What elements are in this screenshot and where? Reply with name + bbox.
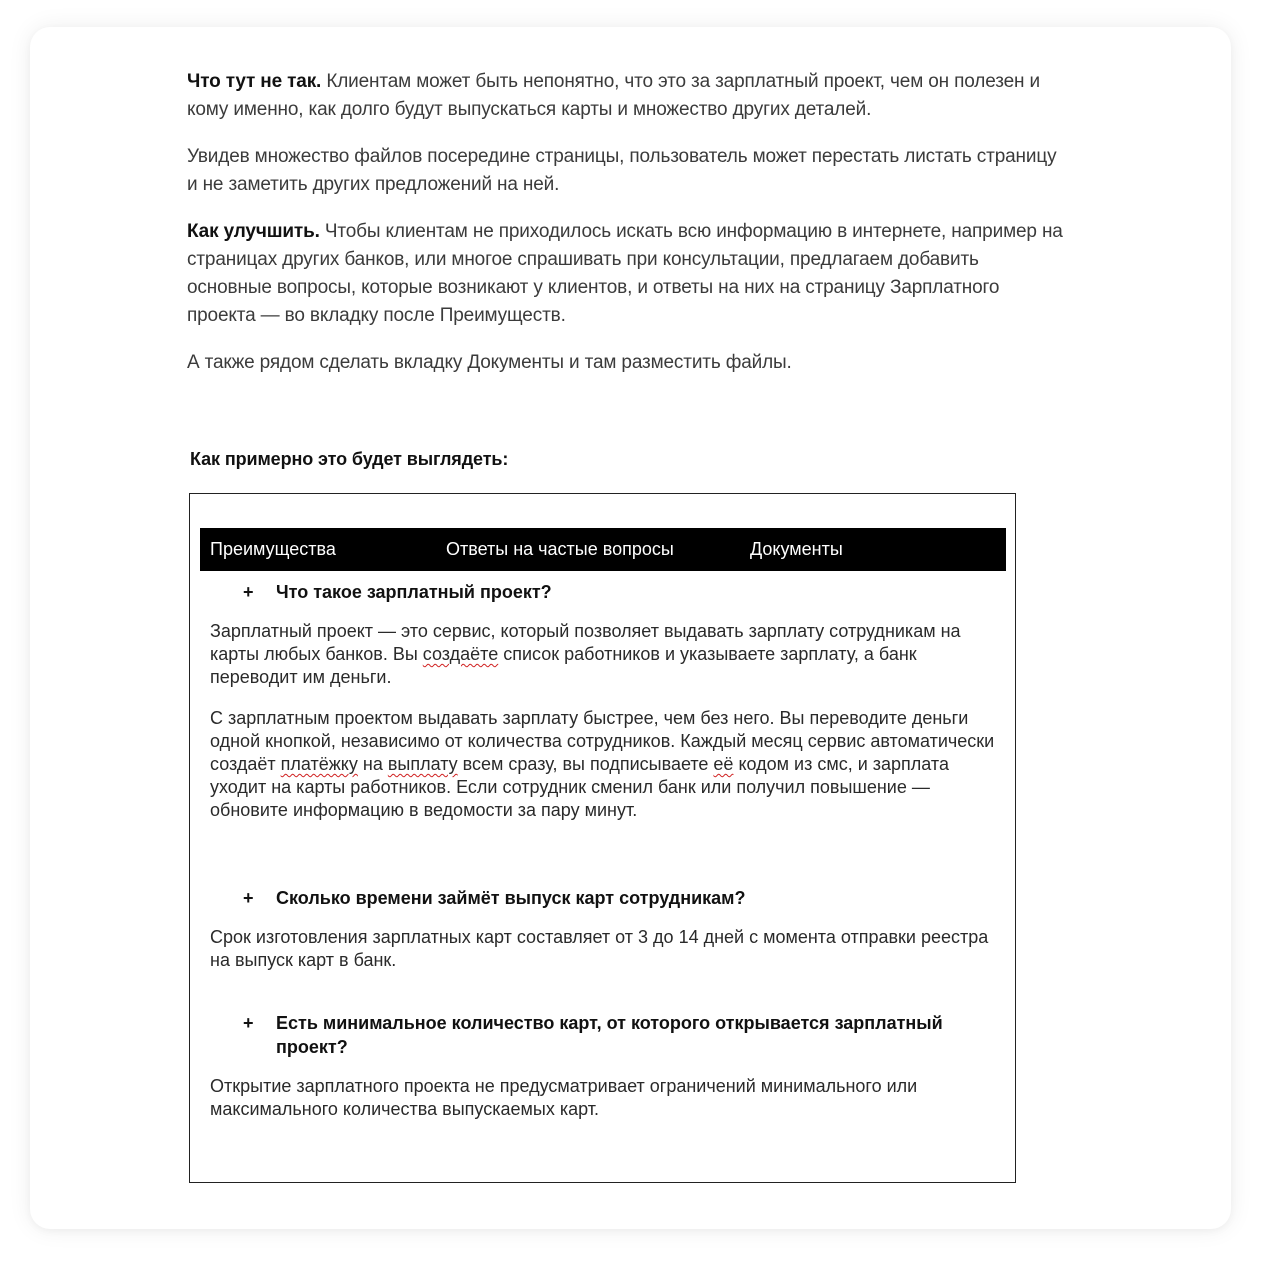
faq-answer <box>210 620 1000 689</box>
problem-text: Клиентам может быть непонятно, что это за зарплатный проект, чем он полезен и кому именно, как долго будут выпускаться карты и множество других деталей. <box>187 71 1040 120</box>
faq-item <box>210 580 1000 822</box>
answer-text: Зарплатный проект — это сервис, который позволяет выдавать зарплату сотрудникам на карты любых банков. Вы <box>210 621 961 664</box>
answer-text: кодом из смс, и зарплата уходит на карты работников. Если сотрудник сменил банк или получил повышение — обновите информацию в ведомости за пару минут. <box>210 754 949 820</box>
example-title: Как примерно это будет выглядеть: <box>190 449 509 469</box>
faq-answer <box>210 707 1000 822</box>
improve-label: Как улучшить. <box>187 221 320 242</box>
intro-text <box>187 68 1067 396</box>
answer-text: на <box>357 754 388 774</box>
plus-icon[interactable]: + <box>243 582 254 602</box>
answer-text: С зарплатным проектом выдавать зарплату быстрее, чем без него. Вы переводите деньги одной кнопкой, независимо от количества сотрудников. Каждый месяц сервис автоматически создаёт <box>210 708 995 774</box>
faq-question[interactable] <box>210 886 1000 910</box>
documents-paragraph: А также рядом сделать вкладку Документы и там разместить файлы. <box>187 352 792 373</box>
spellcheck-word: платёжку <box>280 754 358 774</box>
plus-icon[interactable]: + <box>243 1013 254 1033</box>
answer-text: список работников и указываете зарплату, а банк переводит им деньги. <box>210 644 917 687</box>
page-mockup <box>189 493 1016 1183</box>
faq-question[interactable] <box>210 1011 1000 1059</box>
spellcheck-word: создаёте <box>422 644 499 664</box>
tab-advantages[interactable]: Преимущества <box>210 539 336 559</box>
faq-answer: Открытие зарплатного проекта не предусматривает ограничений минимального или максимального количества выпускаемых карт. <box>210 1076 918 1119</box>
improve-text: Чтобы клиентам не приходилось искать всю информацию в интернете, например на страницах других банков, или многое спрашивать при консультации, предлагаем добавить основные вопросы, которые возникают у клиентов, и ответы на них на страницу Зарплатного проекта — во вкладку после Преимуществ. <box>187 221 1063 326</box>
problem-paragraph <box>187 68 1067 124</box>
problem-label: Что тут не так. <box>187 71 322 92</box>
tab-bar <box>200 528 1006 571</box>
spellcheck-word: её <box>713 754 734 774</box>
faq-question-text: Есть минимальное количество карт, от которого открывается зарплатный проект? <box>276 1013 943 1057</box>
faq-answer: Срок изготовления зарплатных карт составляет от 3 до 14 дней с момента отправки реестра на выпуск карт в банк. <box>210 927 989 970</box>
faq-item <box>210 886 1000 972</box>
faq-question-text: Что такое зарплатный проект? <box>276 582 552 602</box>
faq-question[interactable] <box>210 580 1000 604</box>
improve-paragraph <box>187 218 1067 330</box>
plus-icon[interactable]: + <box>243 888 254 908</box>
tab-documents[interactable]: Документы <box>750 539 843 559</box>
faq-question-text: Сколько времени займёт выпуск карт сотрудникам? <box>276 888 746 908</box>
spellcheck-word: выплату <box>387 754 458 774</box>
files-paragraph: Увидев множество файлов посередине страницы, пользователь может перестать листать страницу и не заметить других предложений на ней. <box>187 146 1057 195</box>
answer-text: всем сразу, вы подписываете <box>457 754 714 774</box>
faq-item <box>210 1011 1000 1121</box>
tab-faq[interactable]: Ответы на частые вопросы <box>446 539 674 559</box>
